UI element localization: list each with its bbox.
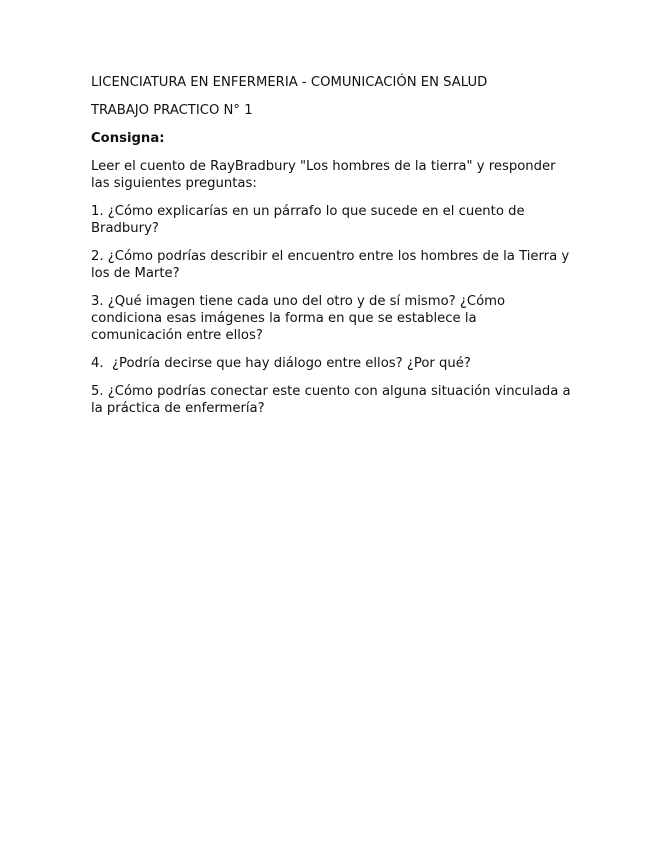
question-text: ¿Qué imagen tiene cada uno del otro y de sí mismo? ¿Cómo condiciona esas imágenes la forma en que se establece la comunicación entre ellos? [91, 294, 506, 343]
question-text: ¿Cómo podrías conectar este cuento con alguna situación vinculada a la práctica de enfermería? [91, 384, 571, 416]
question-number: 5. [91, 384, 108, 399]
question-4 [91, 355, 571, 372]
course-header: LICENCIATURA EN ENFERMERIA - COMUNICACIÓN EN SALUD [91, 75, 488, 90]
question-number: 4. [91, 356, 112, 371]
question-5 [91, 383, 571, 417]
question-number: 2. [91, 249, 108, 264]
assignment-title: TRABAJO PRACTICO N° 1 [91, 103, 253, 118]
question-1 [91, 203, 571, 237]
question-number: 3. [91, 294, 108, 309]
intro-paragraph: Leer el cuento de RayBradbury "Los hombres de la tierra" y responder las siguientes preguntas: [91, 159, 556, 191]
question-3 [91, 293, 571, 344]
section-heading: Consigna: [91, 131, 165, 146]
question-text: ¿Cómo podrías describir el encuentro entre los hombres de la Tierra y los de Marte? [91, 249, 570, 281]
question-text: ¿Cómo explicarías en un párrafo lo que sucede en el cuento de Bradbury? [91, 204, 525, 236]
question-number: 1. [91, 204, 108, 219]
document-body [91, 74, 571, 428]
question-2 [91, 248, 571, 282]
question-text: ¿Podría decirse que hay diálogo entre ellos? ¿Por qué? [111, 356, 471, 371]
